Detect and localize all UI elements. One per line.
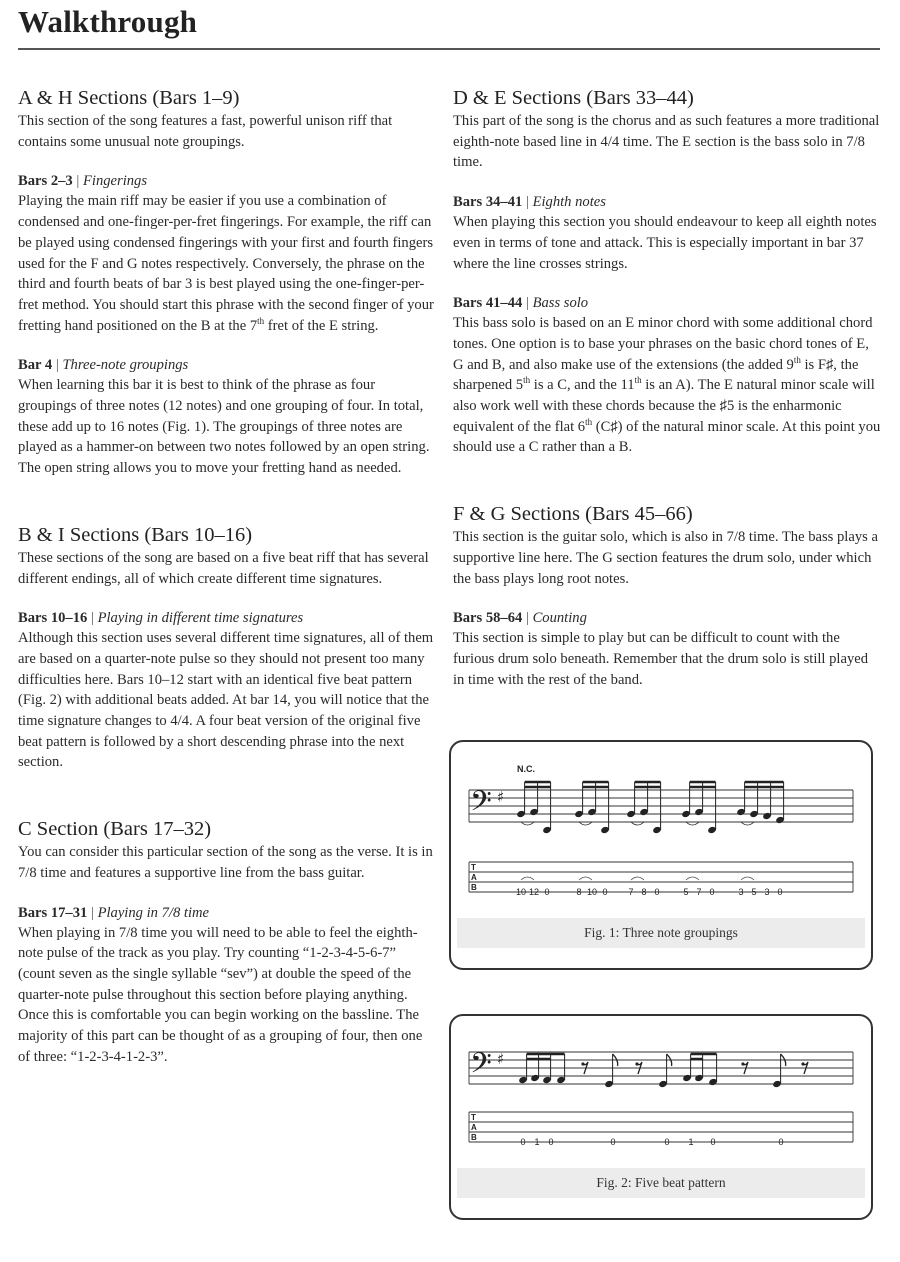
subsection-bars: Bars 34–41 bbox=[453, 194, 523, 211]
note-groups bbox=[518, 1054, 808, 1088]
subsection-header bbox=[18, 608, 436, 628]
section-intro: This section of the song features a fast, powerful unison riff that contains some unusual note groupings. bbox=[18, 113, 393, 150]
subsection-header bbox=[18, 355, 436, 375]
tab-slur bbox=[579, 877, 592, 880]
subsection-text: This section is simple to play but can be difficult to count with the furious drum solo beneath. Remember that the drum solo is still played in time with the rest of the band. bbox=[453, 630, 869, 688]
svg-text:A: A bbox=[471, 1123, 477, 1132]
page-title: Walkthrough bbox=[18, 4, 198, 39]
subsection-text: Although this section uses several different time signatures, all of them are based on a quarter-note pulse so they should not present too many difficulties here. Bars 10–12 start with an identical five beat pattern (Fig. 2) with additional beats added. At bar 14, you will notice that the time signature changes to 4/4. A four beat version of the original five beat pattern is followed by a short descending phrase into the next section. bbox=[18, 630, 434, 771]
subsection-bars: Bars 17–31 bbox=[18, 904, 88, 921]
tab-number: 0 bbox=[602, 887, 608, 897]
tab-clef bbox=[471, 1113, 477, 1142]
right-column bbox=[453, 86, 881, 690]
key-signature: ♯ bbox=[497, 788, 505, 806]
tab-slur bbox=[741, 877, 754, 880]
figure-five-beat-pattern bbox=[449, 1014, 873, 1220]
subsection-topic: Counting bbox=[532, 610, 587, 627]
tab-number: 0 bbox=[654, 887, 660, 897]
tab-number: 0 bbox=[710, 1137, 716, 1147]
tab-number: 0 bbox=[778, 1137, 784, 1147]
slur bbox=[579, 822, 592, 825]
svg-text:A: A bbox=[471, 873, 477, 882]
slur bbox=[521, 822, 534, 825]
left-column bbox=[18, 86, 436, 1068]
tab-number: 0 bbox=[709, 887, 715, 897]
tab-number: 0 bbox=[777, 887, 783, 897]
tab-clef bbox=[471, 863, 477, 892]
tab-number: 1 bbox=[688, 1137, 694, 1147]
tab-number: 0 bbox=[610, 1137, 616, 1147]
svg-text:T: T bbox=[471, 863, 476, 872]
svg-text:B: B bbox=[471, 1133, 477, 1142]
tab-number: 5 bbox=[683, 887, 689, 897]
subsection-separator: | bbox=[90, 904, 94, 921]
tab-number: 8 bbox=[641, 887, 647, 897]
figure-caption: Fig. 2: Five beat pattern bbox=[457, 1168, 865, 1198]
section-heading: F & G Sections (Bars 45–66) bbox=[453, 503, 693, 526]
section-heading: B & I Sections (Bars 10–16) bbox=[18, 523, 253, 546]
key-signature: ♯ bbox=[497, 1050, 505, 1068]
tab-number: 3 bbox=[764, 887, 770, 897]
subsection-topic: Three-note groupings bbox=[62, 357, 189, 374]
tab-number: 12 bbox=[528, 887, 540, 897]
slur bbox=[631, 822, 644, 825]
svg-text:T: T bbox=[471, 1113, 476, 1122]
rest-dot bbox=[581, 1062, 584, 1065]
subsection-text: When playing this section you should endeavour to keep all eighth notes even in terms of tone and attack. This is especially important in bar 37 where the line crosses strings. bbox=[453, 214, 877, 272]
tab-slur bbox=[631, 877, 644, 880]
bass-clef-icon: 𝄢 bbox=[470, 785, 492, 825]
tab-numbers bbox=[516, 877, 783, 897]
tab-number: 1 bbox=[534, 1137, 540, 1147]
tab-number: 8 bbox=[576, 887, 582, 897]
section-intro: You can consider this particular section of the song as the verse. It is in 7/8 time and features a supportive line from the bass guitar. bbox=[18, 844, 433, 881]
subsection-separator: | bbox=[90, 610, 94, 627]
subsection-bars: Bars 2–3 bbox=[18, 173, 73, 190]
tab-number: 5 bbox=[751, 887, 757, 897]
subsection-bars: Bars 41–44 bbox=[453, 295, 523, 312]
subsection-text: When playing in 7/8 time you will need to be able to feel the eighth-note pulse of the track as you play. Try counting “1-2-3-4-5-6-7” (count seven as the single syllable “sev”) at double the speed of the quarter-note pulse throughout this section before playing anything. Once this is comfortable you can begin working on the bassline. The majority of this part can be thought of as a grouping of four, then one of three: “1-2-3-4-1-2-3”. bbox=[18, 924, 423, 1065]
subsection-separator: | bbox=[55, 357, 59, 374]
rest-dot bbox=[801, 1062, 804, 1065]
subsection-topic: Bass solo bbox=[532, 295, 589, 312]
subsection-bars: Bars 58–64 bbox=[453, 610, 523, 627]
section-intro: This section is the guitar solo, which is also in 7/8 time. The bass plays a supportive line here. The G section features the drum solo, under which the bass plays long root notes. bbox=[453, 529, 878, 587]
svg-text:B: B bbox=[471, 883, 477, 892]
tab-number: 7 bbox=[696, 887, 702, 897]
title-divider bbox=[18, 48, 880, 50]
tab-number: 0 bbox=[520, 1137, 526, 1147]
section-intro: These sections of the song are based on a five beat riff that has several different endings, all of which create different time signatures. bbox=[18, 549, 429, 587]
subsection-topic: Playing in different time signatures bbox=[97, 610, 304, 627]
subsection-separator: | bbox=[525, 194, 529, 211]
tab-number: 10 bbox=[515, 887, 527, 897]
subsection-text: This bass solo is based on an E minor chord with some additional chord tones. One option is to base your phrases on the basic chord tones of E, G and B, and also make use of the extensions (the added 9th is F♯, the sharpened 5th is a C, and the 11th is an A). The E natural minor scale will also work well with these chords because the ♯5 is the enharmonic equivalent of the flat 6th (C♯) of the natural minor scale. At this point you should use a C rather than a B. bbox=[453, 315, 881, 456]
tab-slur bbox=[521, 877, 534, 880]
subsection-bars: Bar 4 bbox=[18, 357, 53, 374]
tab-number: 0 bbox=[664, 1137, 670, 1147]
subsection-header bbox=[453, 608, 881, 628]
subsection-header bbox=[453, 293, 881, 313]
tab-number: 0 bbox=[548, 1137, 554, 1147]
subsection-text: When learning this bar it is best to think of the phrase as four groupings of three notes (12 notes) and one grouping of four. In total, these add up to 16 notes (Fig. 1). The groupings of three notes are played as a hammer-on between two notes followed by an open string. The open string allows you to move your fretting hand as needed. bbox=[18, 377, 430, 477]
subsection-topic: Fingerings bbox=[82, 173, 148, 190]
rest-dot bbox=[635, 1062, 638, 1065]
section-heading: A & H Sections (Bars 1–9) bbox=[18, 87, 240, 109]
tab-number: 3 bbox=[738, 887, 744, 897]
subsection-header bbox=[453, 192, 881, 212]
tab-number: 7 bbox=[628, 887, 634, 897]
slur bbox=[686, 822, 699, 825]
subsection-header bbox=[18, 171, 436, 191]
tab-slur bbox=[686, 877, 699, 880]
subsection-topic: Eighth notes bbox=[532, 194, 606, 211]
figure-caption: Fig. 1: Three note groupings bbox=[457, 918, 865, 948]
chord-symbol: N.C. bbox=[517, 764, 535, 774]
subsection-separator: | bbox=[525, 295, 529, 312]
subsection-topic: Playing in 7/8 time bbox=[97, 904, 210, 921]
tab-number: 0 bbox=[544, 887, 550, 897]
subsection-header bbox=[18, 903, 436, 923]
section-intro: This part of the song is the chorus and as such features a more traditional eighth-note based line in 4/4 time. The E section is the bass solo in 7/8 time. bbox=[453, 113, 880, 171]
rest-dot bbox=[741, 1062, 744, 1065]
slur bbox=[741, 822, 754, 825]
tab-lines bbox=[469, 1112, 853, 1142]
figure-three-note-groupings bbox=[449, 740, 873, 970]
subsection-separator: | bbox=[76, 173, 80, 190]
subsection-bars: Bars 10–16 bbox=[18, 610, 88, 627]
bass-clef-icon: 𝄢 bbox=[470, 1047, 492, 1087]
subsection-separator: | bbox=[525, 610, 529, 627]
section-heading: D & E Sections (Bars 33–44) bbox=[453, 87, 694, 109]
subsection-text: Playing the main riff may be easier if you use a combination of condensed and one-finger-per-fret fingerings. For example, the riff can be played using condensed fingerings with your first and fourth fingers used for the F and G notes respectively. Conversely, the phrase on the third and fourth beats of bar 3 is best played using the one-finger-per-fret method. You should start this phrase with the second finger of your fretting hand positioned on the B at the 7th fret of the E string. bbox=[18, 193, 434, 334]
section-heading: C Section (Bars 17–32) bbox=[18, 818, 212, 841]
tab-number: 10 bbox=[586, 887, 598, 897]
